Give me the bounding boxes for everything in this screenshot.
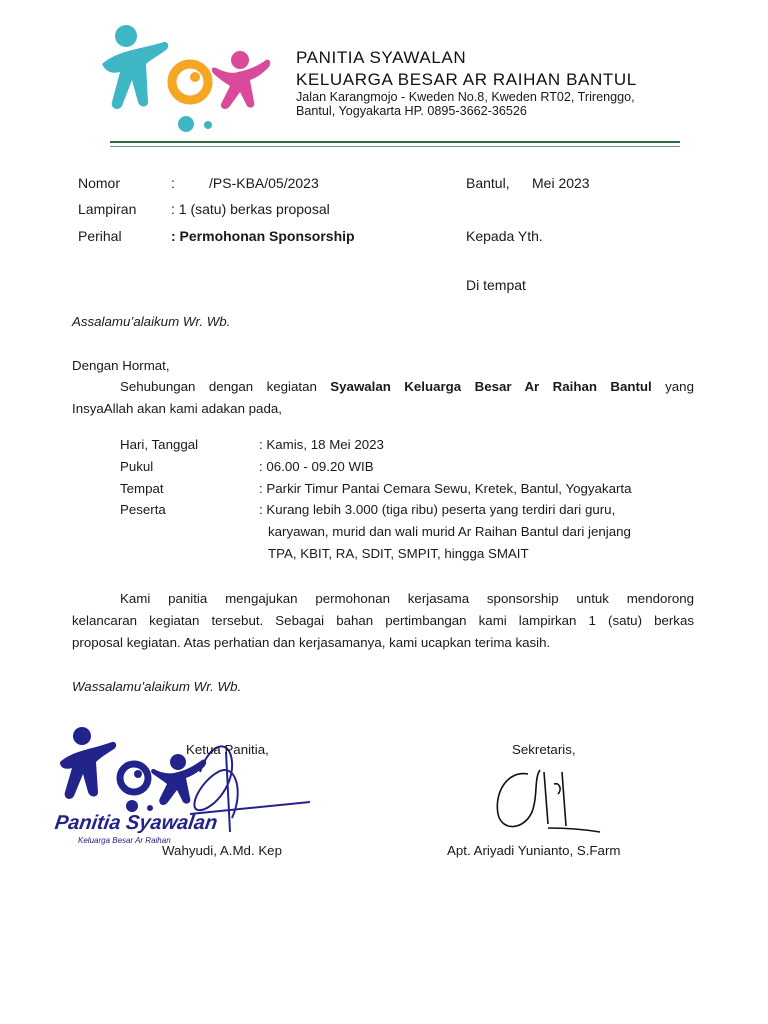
request-paragraph: [72, 588, 694, 654]
stamp-text-2: Keluarga Besar Ar Raihan: [78, 836, 171, 845]
organization-logo: [98, 20, 278, 138]
closing-greeting: Wassalamu’alaikum Wr. Wb.: [72, 679, 242, 694]
request-line-2: kelancaran kegiatan tersebut. Sebagai bahan pertimbangan kami lampirkan 1 (satu) berkas: [72, 613, 694, 628]
request-line-3: proposal kegiatan. Atas perhatian dan kerjasamanya, kami ucapkan terima kasih.: [72, 635, 551, 650]
right-signer-name: Apt. Ariyadi Yunianto, S.Farm: [447, 843, 621, 858]
letterhead: [0, 0, 768, 150]
letter-place: Bantul,: [466, 175, 510, 191]
recipient-kepada: Kepada Yth.: [466, 228, 543, 244]
letterhead-address-2: Bantul, Yogyakarta HP. 0895-3662-36526: [296, 104, 527, 118]
intro-post: yang: [665, 379, 694, 394]
left-signer-name: Wahyudi, A.Md. Kep: [162, 843, 282, 858]
detail-peserta-cont-2: TPA, KBIT, RA, SDIT, SMPIT, hingga SMAIT: [268, 546, 529, 561]
letter-date: Mei 2023: [532, 175, 590, 191]
detail-label-tempat: Tempat: [120, 481, 164, 496]
intro-line-2: InsyaAllah akan kami adakan pada,: [72, 401, 282, 416]
letterhead-title-1: PANITIA SYAWALAN: [296, 48, 467, 67]
nomor-value: /PS-KBA/05/2023: [209, 175, 319, 191]
perihal-label: Perihal: [78, 228, 122, 244]
perihal-value: : Permohonan Sponsorship: [171, 228, 355, 244]
detail-label-peserta: Peserta: [120, 502, 166, 517]
detail-value-hari: : Kamis, 18 Mei 2023: [259, 437, 384, 452]
letterhead-rule-thin: [110, 146, 680, 147]
intro-pre: Sehubungan dengan kegiatan: [120, 379, 317, 394]
lampiran-label: Lampiran: [78, 201, 137, 217]
nomor-colon: :: [171, 175, 175, 191]
detail-label-pukul: Pukul: [120, 459, 154, 474]
secretary-signature: [488, 762, 608, 842]
letterhead-title-2: KELUARGA BESAR AR RAIHAN BANTUL: [296, 70, 637, 89]
detail-value-pukul: : 06.00 - 09.20 WIB: [259, 459, 374, 474]
detail-value-tempat: : Parkir Timur Pantai Cemara Sewu, Kretek, Bantul, Yogyakarta: [259, 481, 632, 496]
nomor-label: Nomor: [78, 175, 121, 191]
intro-paragraph: [72, 376, 694, 420]
detail-peserta-cont-1: karyawan, murid dan wali murid Ar Raihan Bantul dari jenjang: [268, 524, 631, 539]
left-signer-role: Ketua Panitia,: [186, 742, 269, 757]
opening-greeting: Assalamu’alaikum Wr. Wb.: [72, 314, 231, 329]
letterhead-address-1: Jalan Karangmojo - Kweden No.8, Kweden RT02, Trirenggo,: [296, 90, 635, 104]
recipient-ditempat: Di tempat: [466, 277, 526, 293]
request-line-1: Kami panitia mengajukan permohonan kerjasama sponsorship untuk mendorong: [120, 591, 694, 606]
intro-event-name: Syawalan Keluarga Besar Ar Raihan Bantul: [330, 379, 652, 394]
stamp-text-1: Panitia Syawalan: [53, 812, 219, 834]
lampiran-value: : 1 (satu) berkas proposal: [171, 201, 330, 217]
detail-value-peserta: : Kurang lebih 3.000 (tiga ribu) peserta yang terdiri dari guru,: [259, 502, 616, 517]
salutation: Dengan Hormat,: [72, 358, 170, 373]
right-signer-role: Sekretaris,: [512, 742, 576, 757]
letterhead-rule: [110, 141, 680, 143]
detail-label-hari: Hari, Tanggal: [120, 437, 199, 452]
